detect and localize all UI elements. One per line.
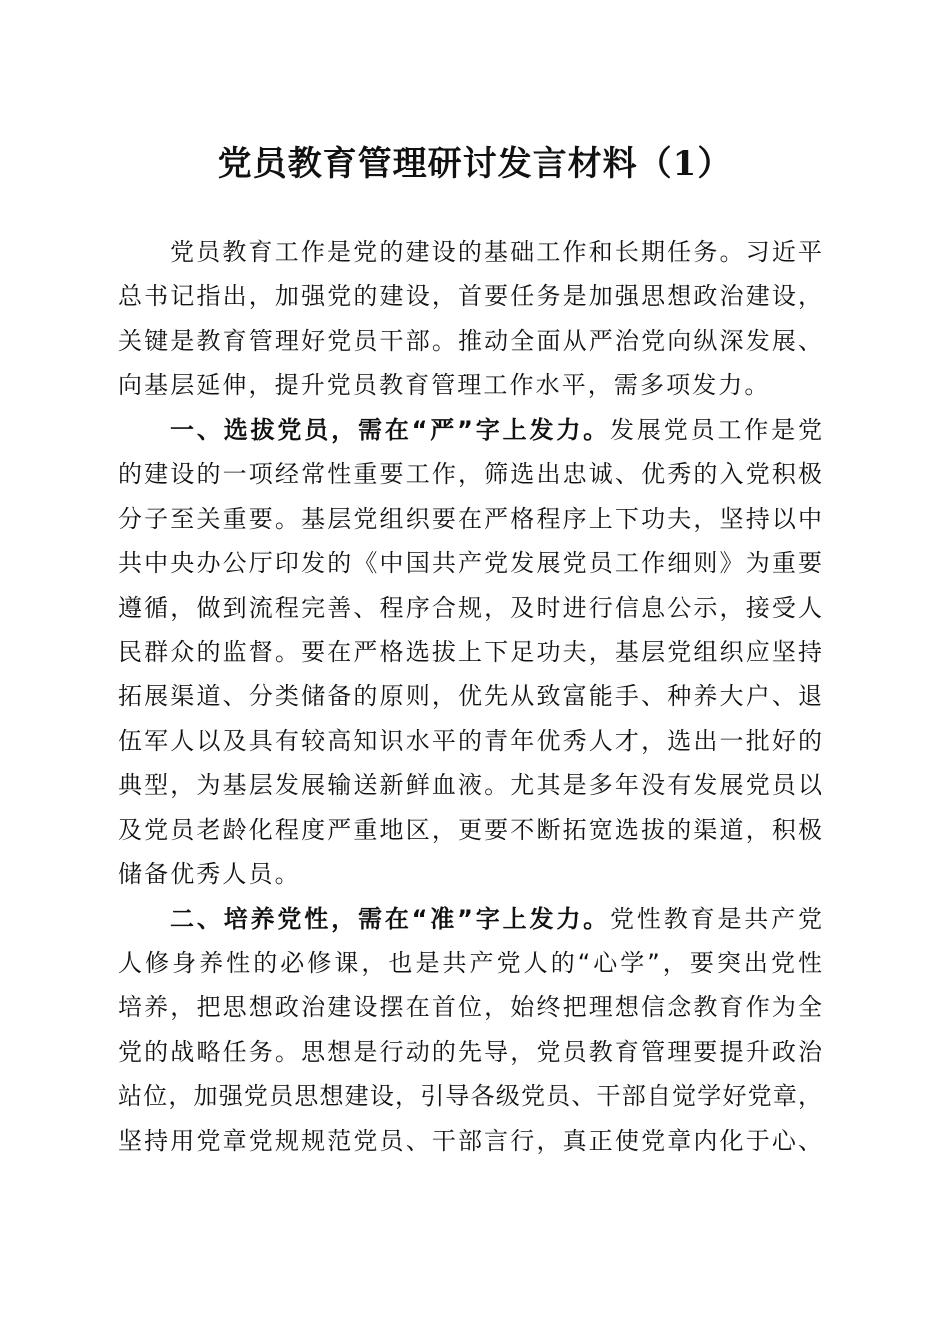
paragraph-line: 党的战略任务。思想是行动的先导，党员教育管理要提升政治 bbox=[118, 1037, 822, 1066]
section-heading-line bbox=[118, 897, 822, 941]
paragraph-text: 发展党员工作是党 bbox=[610, 415, 823, 444]
section-heading-line bbox=[118, 408, 822, 452]
paragraph-line: 典型，为基层发展输送新鲜血液。尤其是多年没有发展党员以 bbox=[118, 771, 822, 800]
paragraph-line: 培养，把思想政治建设摆在首位，始终把理想信念教育作为全 bbox=[118, 993, 822, 1022]
paragraph-line: 民群众的监督。要在严格选拔上下足功夫，基层党组织应坚持 bbox=[118, 637, 822, 666]
paragraph-text: 党性教育是共产党 bbox=[610, 904, 823, 933]
paragraph-line: 共中央办公厅印发的《中国共产党发展党员工作细则》为重要 bbox=[118, 549, 822, 578]
paragraph-line: 拓展渠道、分类储备的原则，优先从致富能手、种养大户、退 bbox=[118, 682, 822, 711]
paragraph-line: 伍军人以及具有较高知识水平的青年优秀人才，选出一批好的 bbox=[118, 726, 822, 755]
paragraph-line: 分子至关重要。基层党组织要在严格程序上下功夫，坚持以中 bbox=[118, 504, 822, 533]
paragraph-line: 遵循，做到流程完善、程序合规，及时进行信息公示，接受人 bbox=[118, 593, 822, 622]
paragraph-line: 储备优秀人员。 bbox=[118, 860, 301, 889]
paragraph-line: 及党员老龄化程度严重地区，更要不断拓宽选拔的渠道，积极 bbox=[118, 815, 822, 844]
paragraph-line: 关键是教育管理好党员干部。推动全面从严治党向纵深发展、 bbox=[118, 326, 822, 355]
section-heading: 一、选拔党员，需在“严”字上发力。 bbox=[170, 415, 611, 444]
paragraph-line: 坚持用党章党规规范党员、干部言行，真正使党章内化于心、 bbox=[118, 1126, 822, 1155]
paragraph-line: 向基层延伸，提升党员教育管理工作水平，需多项发力。 bbox=[118, 371, 771, 400]
section-heading: 二、培养党性，需在“准”字上发力。 bbox=[170, 904, 611, 933]
document-title: 党员教育管理研讨发言材料（1） bbox=[217, 144, 733, 184]
paragraph-line: 的建设的一项经常性重要工作，筛选出忠诚、优秀的入党积极 bbox=[118, 460, 822, 489]
paragraph-line: 总书记指出，加强党的建设，首要任务是加强思想政治建设， bbox=[118, 282, 822, 311]
paragraph-line: 站位，加强党员思想建设，引导各级党员、干部自觉学好党章， bbox=[118, 1082, 822, 1111]
paragraph-line: 人修身养性的必修课，也是共产党人的“心学”，要突出党性 bbox=[118, 949, 822, 977]
document-body bbox=[118, 230, 822, 1163]
paragraph-line: 党员教育工作是党的建设的基础工作和长期任务。习近平 bbox=[170, 238, 822, 266]
